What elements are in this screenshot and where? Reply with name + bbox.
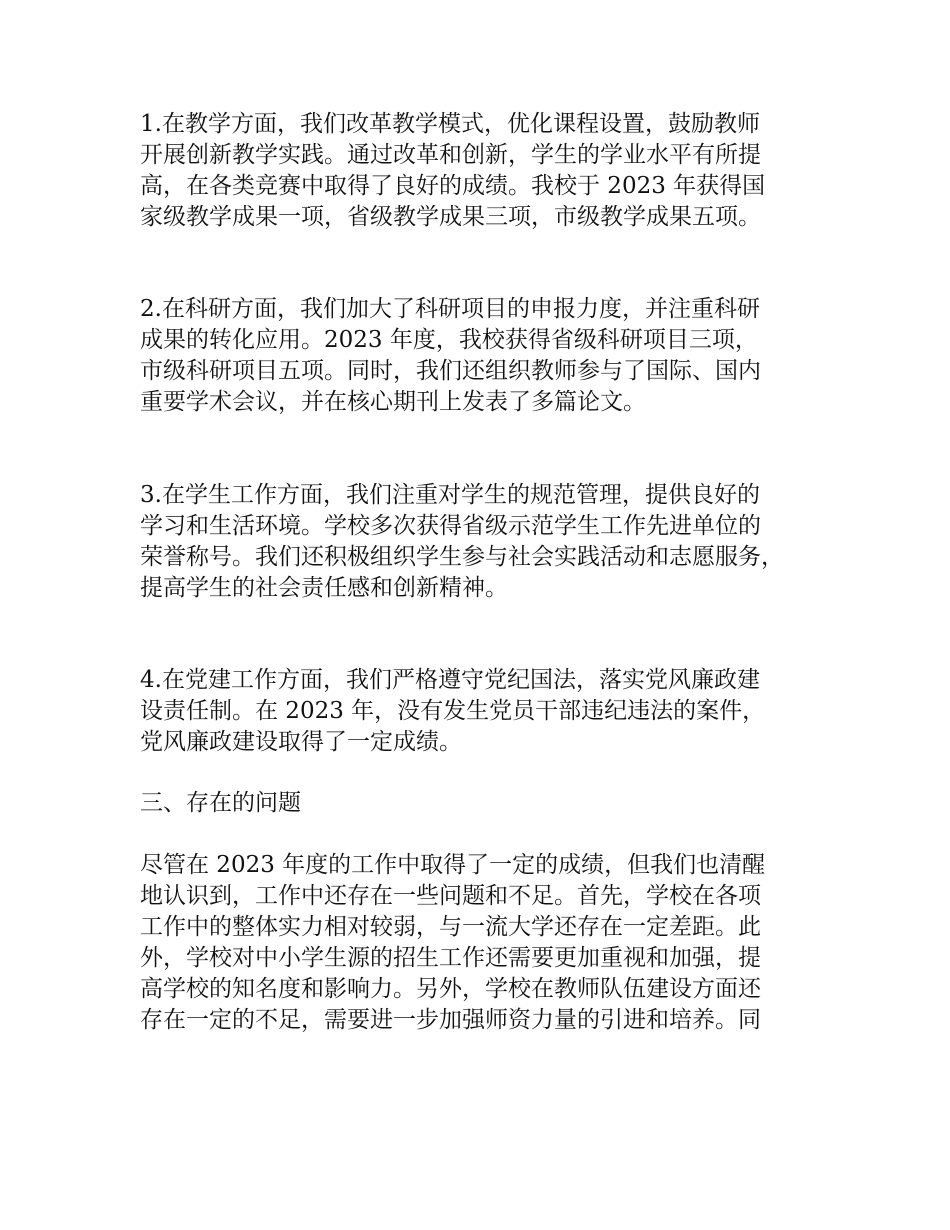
text-line: 重要学术会议，并在核心期刊上发表了多篇论文。 — [140, 389, 646, 415]
text-line: 外，学校对中小学生源的招生工作还需要更加重视和加强，提 — [140, 945, 761, 971]
text-line: 2.在科研方面，我们加大了科研项目的申报力度，并注重科研 — [140, 296, 760, 322]
text-line: 地认识到，工作中还存在一些问题和不足。首先，学校在各项 — [140, 883, 761, 909]
section-heading-problems — [140, 788, 830, 819]
paragraph-research — [140, 294, 830, 418]
paragraph-problems — [140, 850, 830, 1036]
text-line: 高学校的知名度和影响力。另外，学校在教师队伍建设方面还 — [140, 976, 761, 1002]
text-line: 市级科研项目五项。同时，我们还组织教师参与了国际、国内 — [140, 358, 761, 384]
paragraph-student-work — [140, 480, 830, 604]
text-line: 1.在教学方面，我们改革教学模式，优化课程设置，鼓励教师 — [140, 111, 760, 137]
paragraph-party-building — [140, 665, 830, 758]
text-line: 4.在党建工作方面，我们严格遵守党纪国法，落实党风廉政建 — [140, 667, 760, 693]
text-line: 荣誉称号。我们还积极组织学生参与社会实践活动和志愿服务， — [140, 544, 784, 570]
text-line: 成果的转化应用。2023 年度，我校获得省级科研项目三项， — [140, 327, 758, 353]
text-line: 工作中的整体实力相对较弱，与一流大学还存在一定差距。此 — [140, 914, 761, 940]
text-line: 提高学生的社会责任感和创新精神。 — [140, 575, 508, 601]
text-line: 设责任制。在 2023 年，没有发生党员干部违纪违法的案件， — [140, 698, 766, 724]
text-line: 高，在各类竞赛中取得了良好的成绩。我校于 2023 年获得国 — [140, 173, 766, 199]
text-line: 党风廉政建设取得了一定成绩。 — [140, 729, 462, 755]
text-line: 存在一定的不足，需要进一步加强师资力量的引进和培养。同 — [140, 1007, 761, 1033]
section-heading-text: 三、存在的问题 — [140, 790, 301, 816]
text-line: 3.在学生工作方面，我们注重对学生的规范管理，提供良好的 — [140, 482, 760, 508]
text-line: 尽管在 2023 年度的工作中取得了一定的成绩，但我们也清醒 — [140, 852, 766, 878]
text-line: 学习和生活环境。学校多次获得省级示范学生工作先进单位的 — [140, 513, 761, 539]
paragraph-teaching — [140, 109, 830, 233]
text-line: 家级教学成果一项，省级教学成果三项，市级教学成果五项。 — [140, 204, 761, 230]
text-line: 开展创新教学实践。通过改革和创新，学生的学业水平有所提 — [140, 142, 761, 168]
